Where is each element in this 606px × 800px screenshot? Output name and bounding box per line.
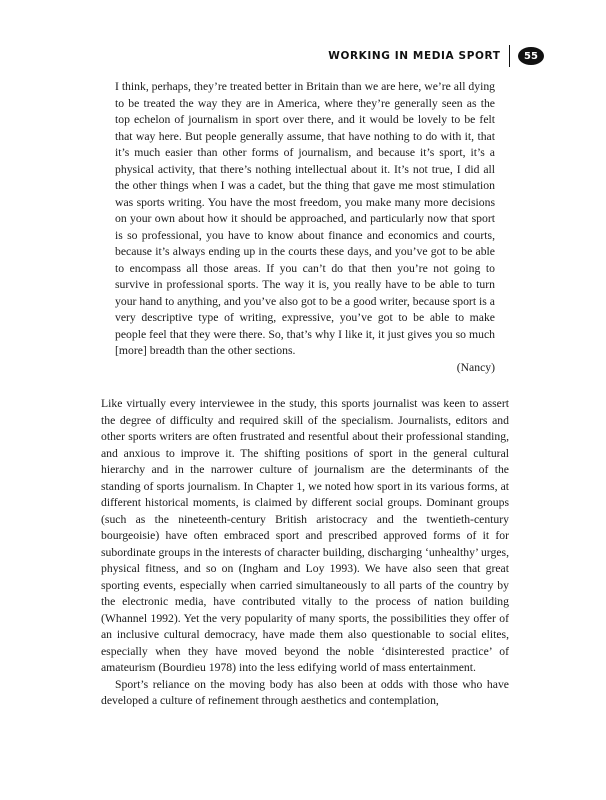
- page-number: 55: [518, 47, 544, 65]
- body-text: [101, 396, 509, 710]
- block-quote: [115, 79, 495, 376]
- running-head: [328, 45, 544, 67]
- running-head-title: WORKING IN MEDIA SPORT: [328, 50, 501, 62]
- body-paragraph-1: Like virtually every interviewee in the study, this sports journalist was keen to assert the degree of difficulty and required skill of the specialism. Journalists, editors and other sports writers are often frustrated and resentful about their professional standing, and anxious to improve it. The shifting positions of sport in the general cultural hierarchy and in the narrower culture of journalism are the determinants of the standing of sports journalism. In Chapter 1, we noted how sport in its various forms, at different historical moments, is claimed by different social groups. Dominant groups (such as the nineteenth-century British aristocracy and the twentieth-century bourgeoisie) have often embraced sport and prescribed approved forms of it for subordinate groups in the interests of character building, discharging ‘unhealthy’ urges, physical fitness, and so on (Ingham and Loy 1993). We have also seen that great sporting events, especially when carried simultaneously to all parts of the country by the electronic media, have contributed vitally to the process of nation building (Whannel 1992). Yet the very popularity of many sports, the possibilities they offer of an inclusive cultural democracy, have made them also questionable to social elites, especially when they have moved beyond the noble ‘disinterested practice’ of amateurism (Bourdieu 1978) into the less edifying world of mass entertainment.: [101, 397, 509, 674]
- body-paragraph-2: Sport’s reliance on the moving body has also been at odds with those who have developed a culture of refinement through aesthetics and contemplation,: [101, 677, 509, 707]
- quote-attribution: (Nancy): [456, 360, 495, 374]
- quote-text: I think, perhaps, they’re treated better in Britain than we are here, we’re all dying to be treated the way they are in America, where they’re generally seen as the top echelon of journalism in sport over there, and it would be lovely to be felt that way here. But people generally assume, that have nothing to do with it, that it’s much easier than other forms of journalism, and because it’s sport, it’s a physical activity, that there’s nothing intellectual about it. It’s not true, I did all the other things when I was a cadet, but the thing that gave me most stimulation was sports writing. You have the most freedom, you make many more decisions on your own about how it should be approached, and particularly now that sport is so professional, you have to know about finance and economics and courts, because it’s always ending up in the courts these days, and you’ve got to be able to encompass all those areas. If you can’t do that then you’re not going to survive in professional sports. The way it is, you really have to be able to turn your hand to anything, and you’ve also got to be a good writer, because sport is a very descriptive type of writing, expressive, you’ve got to be able to make people feel that they were there. So, that’s why I like it, it just gives you so much [more] breadth than the other sections.: [115, 80, 496, 357]
- running-head-divider: [509, 45, 511, 67]
